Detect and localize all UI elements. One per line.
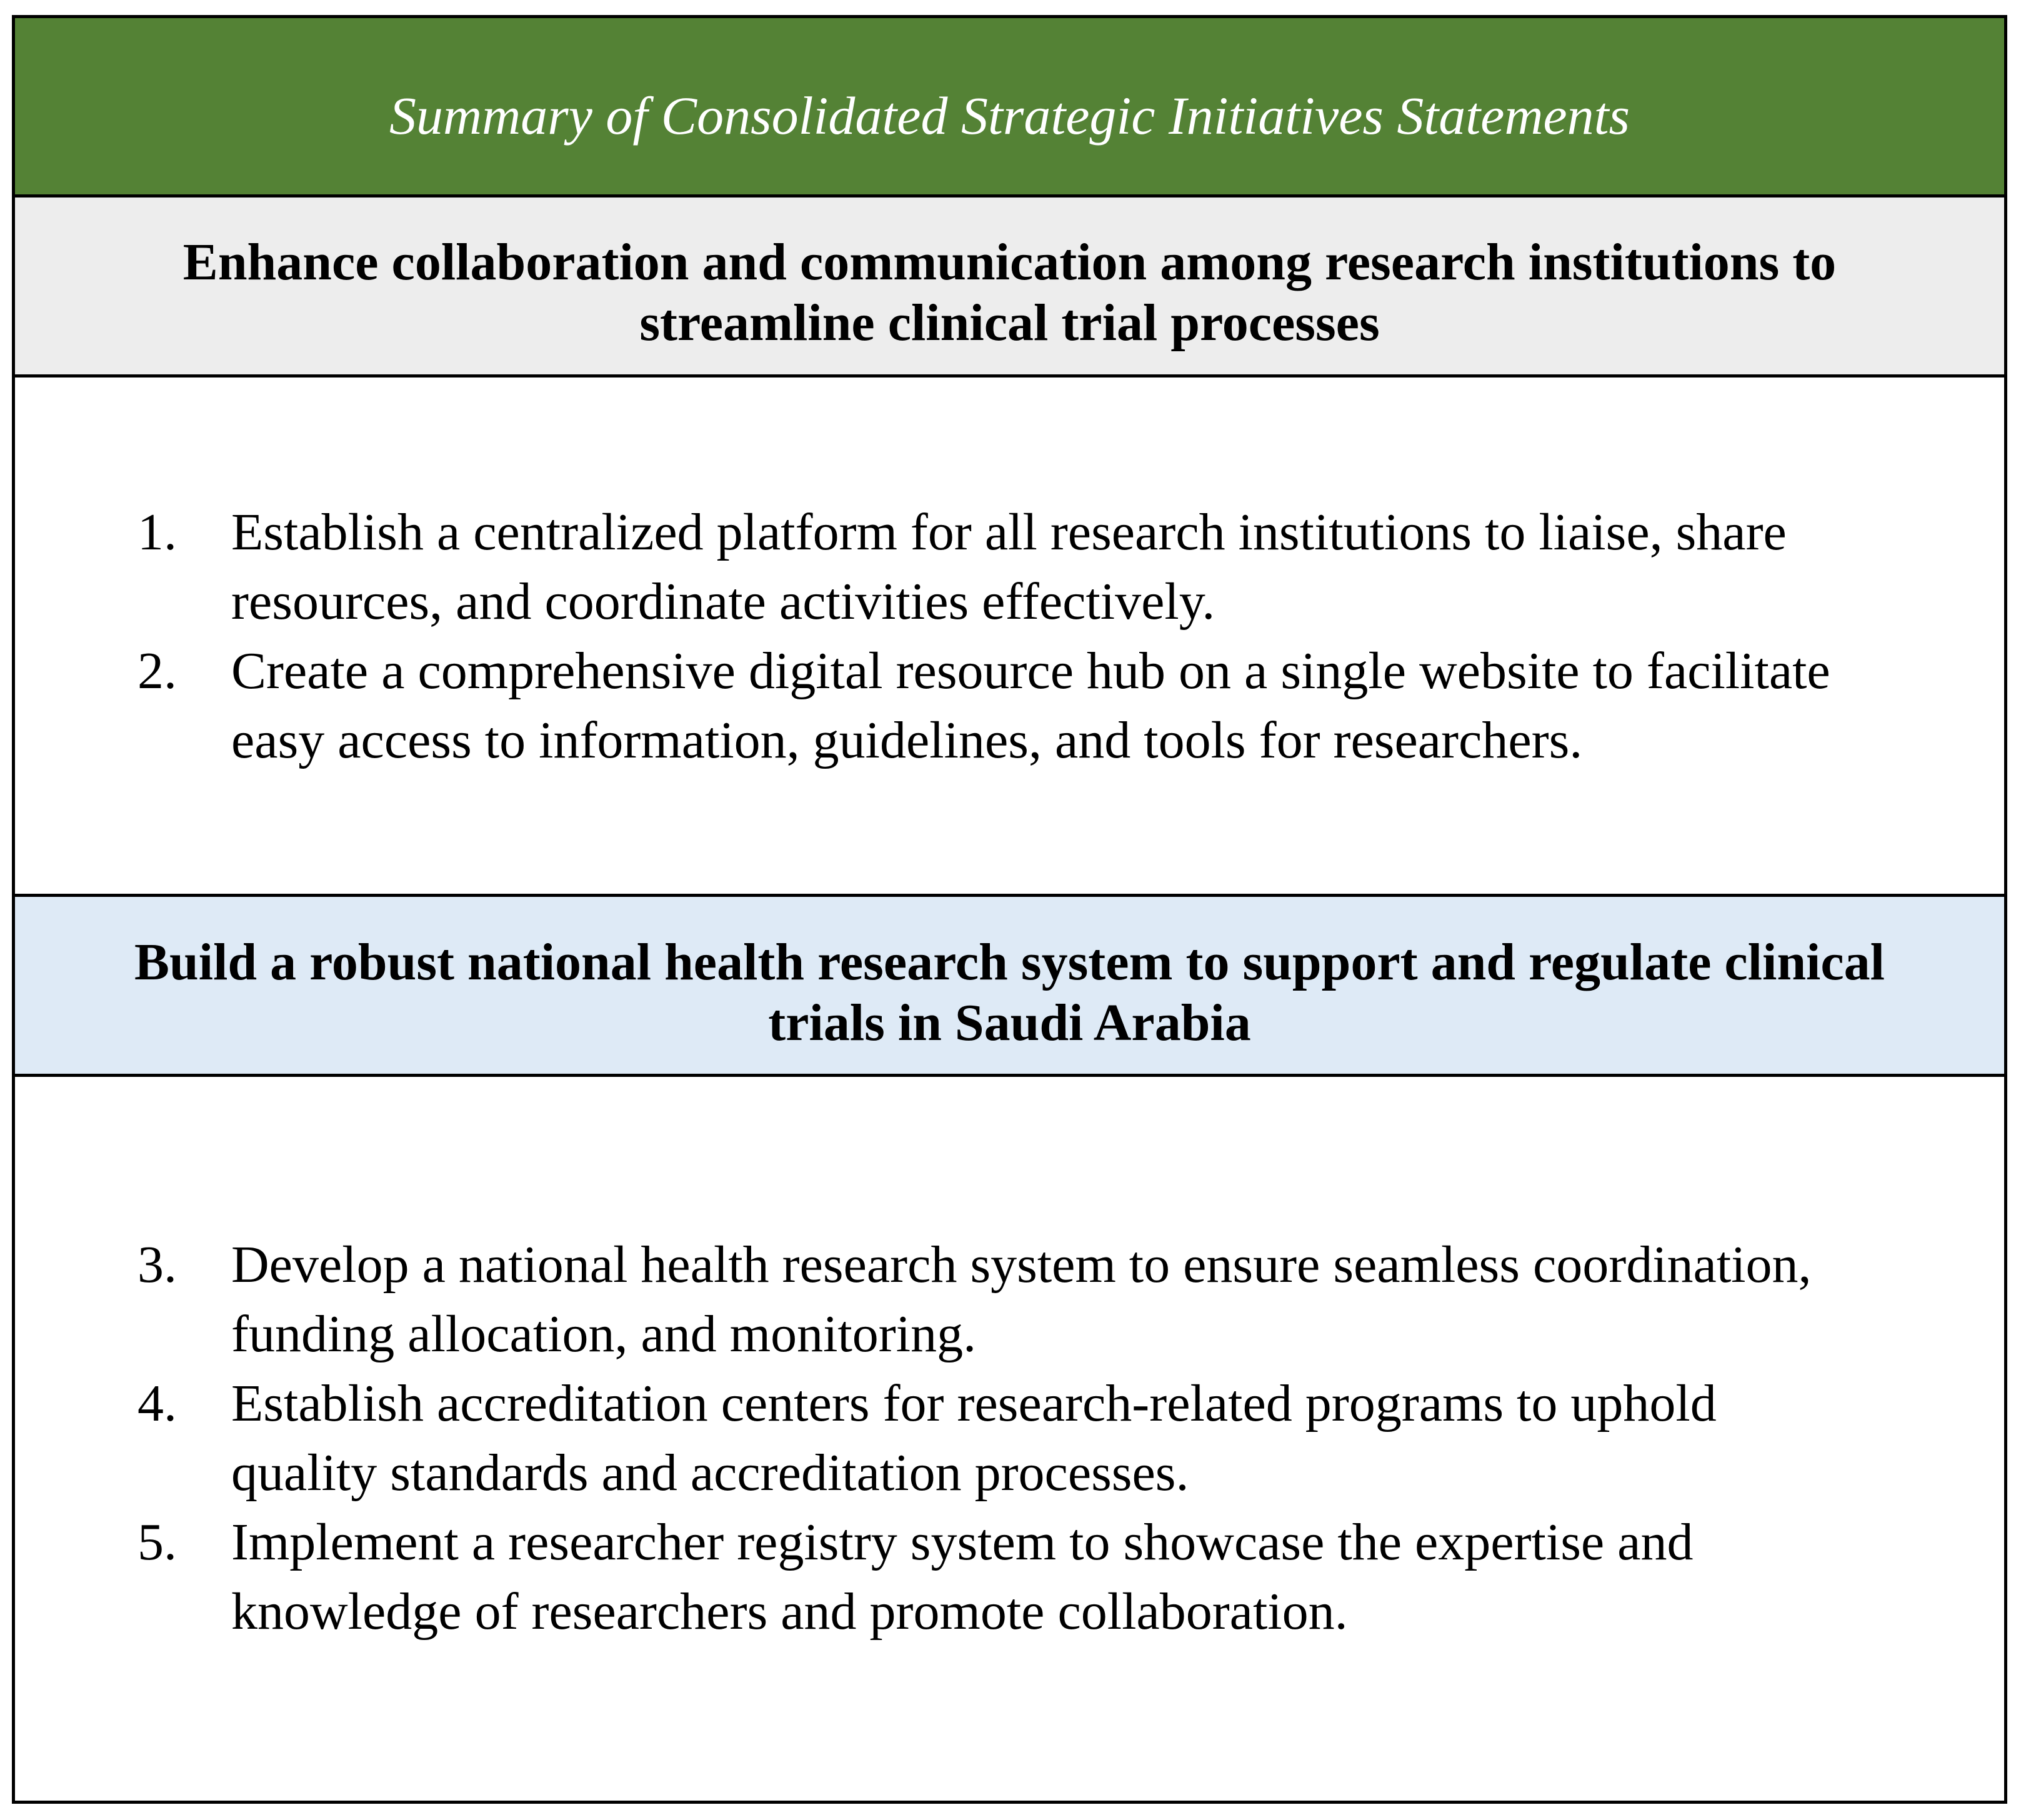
list-item-3 xyxy=(0,1230,2021,1369)
list-item-number: 4. xyxy=(137,1374,177,1432)
list-item-number: 3. xyxy=(137,1236,177,1294)
section-2-heading-line-2: trials in Saudi Arabia xyxy=(768,994,1251,1052)
list-item-text-line: easy access to information, guidelines, and tools for researchers. xyxy=(231,711,1583,769)
section-2-heading xyxy=(15,932,2004,1053)
list-item-text-line: Implement a researcher registry system to showcase the expertise and xyxy=(231,1513,1694,1571)
list-item-4 xyxy=(0,1369,2021,1508)
list-item-text-line: quality standards and accreditation processes. xyxy=(231,1444,1189,1502)
list-item-text-line: Establish a centralized platform for all research institutions to liaise, share xyxy=(231,503,1787,561)
table-title: Summary of Consolidated Strategic Initiatives Statements xyxy=(389,86,1630,146)
list-item-text-line: Establish accreditation centers for research-related programs to uphold xyxy=(231,1374,1717,1432)
list-item-text-line: Create a comprehensive digital resource hub on a single website to facilitate xyxy=(231,642,1830,700)
section-1-heading-line-2: streamline clinical trial processes xyxy=(639,294,1380,352)
list-item-1 xyxy=(0,498,2021,636)
section-1-list xyxy=(0,498,2021,775)
list-item-text-line: funding allocation, and monitoring. xyxy=(231,1305,977,1363)
list-item-text-line: knowledge of researchers and promote collaboration. xyxy=(231,1582,1348,1641)
list-item-number: 5. xyxy=(137,1513,177,1571)
section-1-heading-line-1: Enhance collaboration and communication among research institutions to xyxy=(182,233,1837,291)
list-item-text-line: resources, and coordinate activities effectively. xyxy=(231,572,1215,631)
section-2-list xyxy=(0,1230,2021,1646)
list-item-2 xyxy=(0,636,2021,775)
section-2-heading-line-1: Build a robust national health research system to support and regulate clinical xyxy=(134,933,1885,991)
list-item-5 xyxy=(0,1508,2021,1646)
section-1-heading xyxy=(15,232,2004,353)
list-item-text-line: Develop a national health research system to ensure seamless coordination, xyxy=(231,1236,1812,1294)
list-item-number: 2. xyxy=(137,642,177,700)
list-item-number: 1. xyxy=(137,503,177,561)
